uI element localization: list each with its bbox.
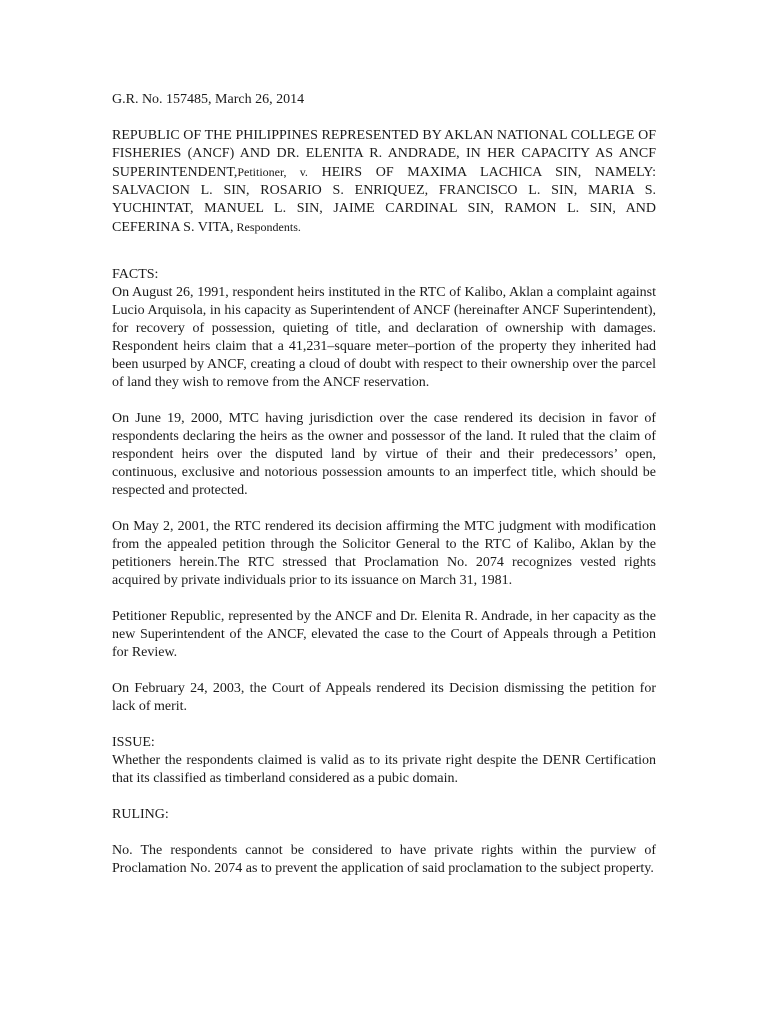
- facts-paragraph: On August 26, 1991, respondent heirs instituted in the RTC of Kalibo, Aklan a complaint against Lucio Arquisola, in his capacity as Superintendent of ANCF (hereinafter ANCF Superintendent), for recovery of possession, quieting of title, and declaration of ownership with damages. Respondent heirs claim that a 41,231–square meter–portion of the property they inherited had been usurped by ANCF, creating a cloud of doubt with respect to their ownership over the parcel of land they wish to remove from the ANCF reservation.: [112, 285, 656, 390]
- facts-paragraph: On February 24, 2003, the Court of Appeals rendered its Decision dismissing the petition for lack of merit.: [112, 681, 656, 714]
- facts-section: [112, 266, 656, 716]
- issue-text: Whether the respondents claimed is valid as to its private right despite the DENR Certification that its classified as timberland considered as a pubic domain.: [112, 753, 656, 786]
- case-number: G.R. No. 157485, March 26, 2014: [112, 92, 305, 107]
- ruling-text: No. The respondents cannot be considered to have private rights within the purview of Proclamation No. 2074 as to prevent the application of said proclamation to the subject property.: [112, 843, 656, 876]
- document-page: [112, 91, 656, 896]
- issue-section: [112, 734, 656, 788]
- caption-respondents-label: Respondents.: [233, 220, 301, 234]
- caption-parties: REPUBLIC OF THE PHILIPPINES REPRESENTED BY AKLAN NATIONAL COLLEGE OF FISHERIES (ANCF) AND DR. ELENITA R. ANDRADE, IN HER CAPACITY AS ANCF SUPERINTENDENT,: [112, 128, 656, 180]
- facts-paragraph: On June 19, 2000, MTC having jurisdiction over the case rendered its decision in favor of respondents declaring the heirs as the owner and possessor of the land. It ruled that the claim of respondent heirs over the disputed land by virtue of their and their predecessors’ open, continuous, exclusive and notorious possession amounts to an imperfect title, which should be respected and protected.: [112, 411, 656, 498]
- facts-paragraph: On May 2, 2001, the RTC rendered its decision affirming the MTC judgment with modification from the appealed petition through the Solicitor General to the RTC of Kalibo, Aklan by the petitioners herein.The RTC stressed that Proclamation No. 2074 recognizes vested rights acquired by private individuals prior to its issuance on March 31, 1981.: [112, 519, 656, 588]
- caption-petitioner-label: Petitioner, v.: [237, 165, 308, 179]
- caption-respondents: HEIRS OF MAXIMA LACHICA SIN, NAMELY: SALVACION L. SIN, ROSARIO S. ENRIQUEZ, FRANCISCO L. SIN, MARIA S. YUCHINTAT, MANUEL L. SIN, JAIME CARDINAL SIN, RAMON L. SIN, AND CEFERINA S. VITA,: [112, 165, 656, 235]
- case-caption: [112, 127, 656, 237]
- issue-heading: ISSUE:: [112, 735, 155, 750]
- facts-heading: FACTS:: [112, 267, 159, 282]
- ruling-section: [112, 806, 656, 878]
- facts-paragraph: Petitioner Republic, represented by the ANCF and Dr. Elenita R. Andrade, in her capacity as the new Superintendent of the ANCF, elevated the case to the Court of Appeals through a Petition for Review.: [112, 609, 656, 660]
- ruling-heading: RULING:: [112, 807, 169, 822]
